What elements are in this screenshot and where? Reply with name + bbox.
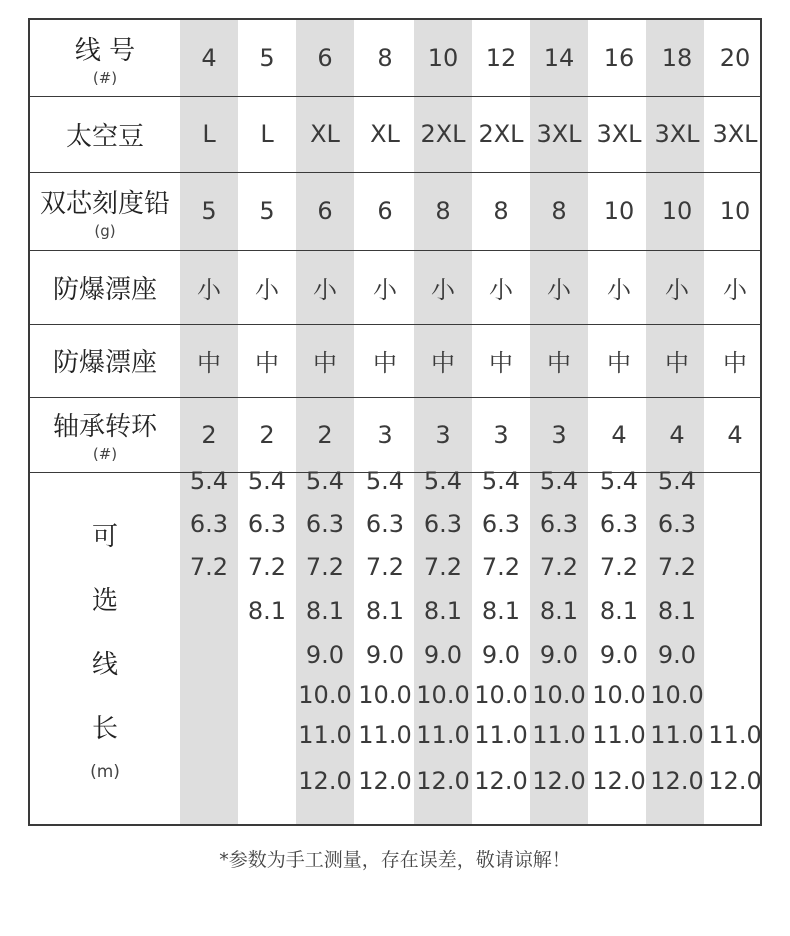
length-value: 12.0 xyxy=(650,767,704,795)
table-cell: 中 xyxy=(431,349,455,377)
table-cell: 20 xyxy=(719,44,751,72)
row-header-sinker xyxy=(30,172,180,250)
row-header-length xyxy=(30,472,180,826)
row-header-label: 双芯刻度铅 xyxy=(39,188,170,219)
length-value: 10.0 xyxy=(474,681,528,709)
row-header-label: 防爆漂座 xyxy=(52,274,157,305)
table-cell: 3XL xyxy=(596,120,642,148)
table-cell: 12 xyxy=(485,44,517,72)
length-header-unit: (m) xyxy=(90,762,120,782)
length-value: 5.4 xyxy=(599,467,639,495)
table-cell: L xyxy=(202,120,216,148)
spec-table xyxy=(28,18,762,826)
length-value: 8.1 xyxy=(657,597,697,625)
row-header-label: 轴承转环 xyxy=(52,412,157,442)
table-cell: 18 xyxy=(661,44,693,72)
length-value: 5.4 xyxy=(423,467,463,495)
table-cell: 3 xyxy=(551,420,567,449)
length-value: 8.1 xyxy=(423,597,463,625)
table-cell: 5 xyxy=(201,197,217,225)
table-cell: 16 xyxy=(603,44,635,72)
row-header-label: 防爆漂座 xyxy=(52,348,157,378)
length-value: 10.0 xyxy=(298,681,352,709)
length-value: 8.1 xyxy=(481,597,521,625)
length-value: 7.2 xyxy=(305,553,345,581)
length-value: 9.0 xyxy=(481,641,521,669)
length-value: 6.3 xyxy=(189,510,229,538)
table-cell: 中 xyxy=(313,349,337,377)
length-value: 9.0 xyxy=(365,641,405,669)
table-cell: 4 xyxy=(727,420,743,449)
length-value: 11.0 xyxy=(650,721,704,749)
table-cell: 小 xyxy=(197,275,221,304)
length-value: 12.0 xyxy=(416,767,470,795)
table-cell: 8 xyxy=(493,197,509,225)
table-cell: 小 xyxy=(373,275,397,304)
length-value: 6.3 xyxy=(305,510,345,538)
table-cell: 3 xyxy=(377,420,393,449)
table-cell: 5 xyxy=(259,197,275,225)
length-value: 11.0 xyxy=(474,721,528,749)
length-value: 11.0 xyxy=(708,721,762,749)
length-header-char: 选 xyxy=(91,586,118,616)
table-cell: 2XL xyxy=(478,120,524,148)
table-cell: 中 xyxy=(607,349,631,377)
length-value: 9.0 xyxy=(423,641,463,669)
table-cell: 中 xyxy=(373,349,397,377)
length-value: 6.3 xyxy=(599,510,639,538)
table-cell: 小 xyxy=(665,275,689,304)
length-value: 8.1 xyxy=(365,597,405,625)
length-value: 5.4 xyxy=(247,467,287,495)
length-value: 9.0 xyxy=(539,641,579,669)
table-cell: 10 xyxy=(603,197,635,225)
table-cell: 2 xyxy=(201,420,217,449)
length-value: 7.2 xyxy=(657,553,697,581)
table-cell: XL xyxy=(370,120,400,148)
table-cell: 中 xyxy=(197,349,221,377)
table-cell: 3 xyxy=(493,420,509,449)
table-cell: 2 xyxy=(259,420,275,449)
length-value: 12.0 xyxy=(532,767,586,795)
length-value: 10.0 xyxy=(650,681,704,709)
length-value: 5.4 xyxy=(657,467,697,495)
length-value: 6.3 xyxy=(481,510,521,538)
table-cell: 10 xyxy=(427,44,459,72)
length-value: 8.1 xyxy=(539,597,579,625)
length-value: 7.2 xyxy=(365,553,405,581)
table-cell: 5 xyxy=(259,44,275,72)
length-value: 7.2 xyxy=(599,553,639,581)
length-value: 5.4 xyxy=(481,467,521,495)
row-header-unit: (#) xyxy=(92,445,118,463)
table-cell: 6 xyxy=(377,197,393,225)
length-value: 10.0 xyxy=(532,681,586,709)
length-value: 10.0 xyxy=(416,681,470,709)
row-header-line-no xyxy=(30,20,180,96)
table-cell: 中 xyxy=(723,349,747,377)
length-value: 12.0 xyxy=(708,767,762,795)
table-cell: 小 xyxy=(723,275,747,304)
length-value: 7.2 xyxy=(189,553,229,581)
length-value: 5.4 xyxy=(539,467,579,495)
table-cell: 小 xyxy=(607,275,631,304)
table-cell: 6 xyxy=(317,44,333,72)
length-value: 11.0 xyxy=(298,721,352,749)
table-cell: 小 xyxy=(255,275,279,304)
table-cell: 中 xyxy=(547,349,571,377)
table-cell: 8 xyxy=(377,44,393,72)
length-value: 7.2 xyxy=(539,553,579,581)
table-cell: 3XL xyxy=(654,120,700,148)
table-cell: 小 xyxy=(431,275,455,304)
table-cell: 10 xyxy=(719,197,751,225)
table-cell: 6 xyxy=(317,197,333,225)
length-header-char: 可 xyxy=(91,522,118,552)
table-cell: 8 xyxy=(551,197,567,225)
table-cell: 2 xyxy=(317,420,333,449)
length-value: 7.2 xyxy=(481,553,521,581)
row-header-unit: (#) xyxy=(92,68,118,87)
length-value: 6.3 xyxy=(539,510,579,538)
length-value: 9.0 xyxy=(599,641,639,669)
length-value: 10.0 xyxy=(358,681,412,709)
length-header-char: 线 xyxy=(91,650,118,680)
table-cell: 2XL xyxy=(420,120,466,148)
length-value: 10.0 xyxy=(592,681,646,709)
length-value: 6.3 xyxy=(247,510,287,538)
row-header-unit: (g) xyxy=(94,221,116,240)
table-cell: 10 xyxy=(661,197,693,225)
table-cell: 小 xyxy=(489,275,513,304)
length-value: 12.0 xyxy=(358,767,412,795)
length-value: 11.0 xyxy=(358,721,412,749)
row-header-float xyxy=(30,96,180,172)
length-value: 12.0 xyxy=(298,767,352,795)
table-cell: XL xyxy=(310,120,340,148)
row-header-label: 线 号 xyxy=(74,35,136,66)
table-cell: 中 xyxy=(255,349,279,377)
length-value: 11.0 xyxy=(532,721,586,749)
length-value: 7.2 xyxy=(423,553,463,581)
length-value: 9.0 xyxy=(305,641,345,669)
length-value: 8.1 xyxy=(305,597,345,625)
footnote: *参数为手工测量，存在误差，敬请谅解！ xyxy=(219,849,571,871)
length-value: 6.3 xyxy=(423,510,463,538)
table-cell: 3XL xyxy=(536,120,582,148)
length-value: 8.1 xyxy=(247,597,287,625)
table-cell: 小 xyxy=(547,275,571,304)
table-cell: 小 xyxy=(313,275,337,304)
table-cell: 3XL xyxy=(712,120,758,148)
table-cell: 4 xyxy=(611,420,627,449)
table-cell: 8 xyxy=(435,197,451,225)
row-header-swivel xyxy=(30,397,180,472)
length-value: 12.0 xyxy=(474,767,528,795)
length-value: 6.3 xyxy=(365,510,405,538)
table-cell: L xyxy=(260,120,274,148)
length-value: 11.0 xyxy=(416,721,470,749)
table-cell: 4 xyxy=(201,44,217,72)
length-value: 7.2 xyxy=(247,553,287,581)
length-value: 5.4 xyxy=(365,467,405,495)
length-value: 6.3 xyxy=(657,510,697,538)
row-header-seat-mid xyxy=(30,324,180,397)
table-cell: 中 xyxy=(665,349,689,377)
row-header-label: 太空豆 xyxy=(65,121,144,152)
length-value: 11.0 xyxy=(592,721,646,749)
table-cell: 14 xyxy=(543,44,575,72)
length-value: 12.0 xyxy=(592,767,646,795)
table-cell: 4 xyxy=(669,420,685,449)
length-value: 5.4 xyxy=(189,467,229,495)
row-header-seat-small xyxy=(30,250,180,324)
table-cell: 中 xyxy=(489,349,513,377)
length-value: 9.0 xyxy=(657,641,697,669)
length-value: 8.1 xyxy=(599,597,639,625)
length-value: 5.4 xyxy=(305,467,345,495)
length-header-char: 长 xyxy=(91,714,118,744)
table-cell: 3 xyxy=(435,420,451,449)
